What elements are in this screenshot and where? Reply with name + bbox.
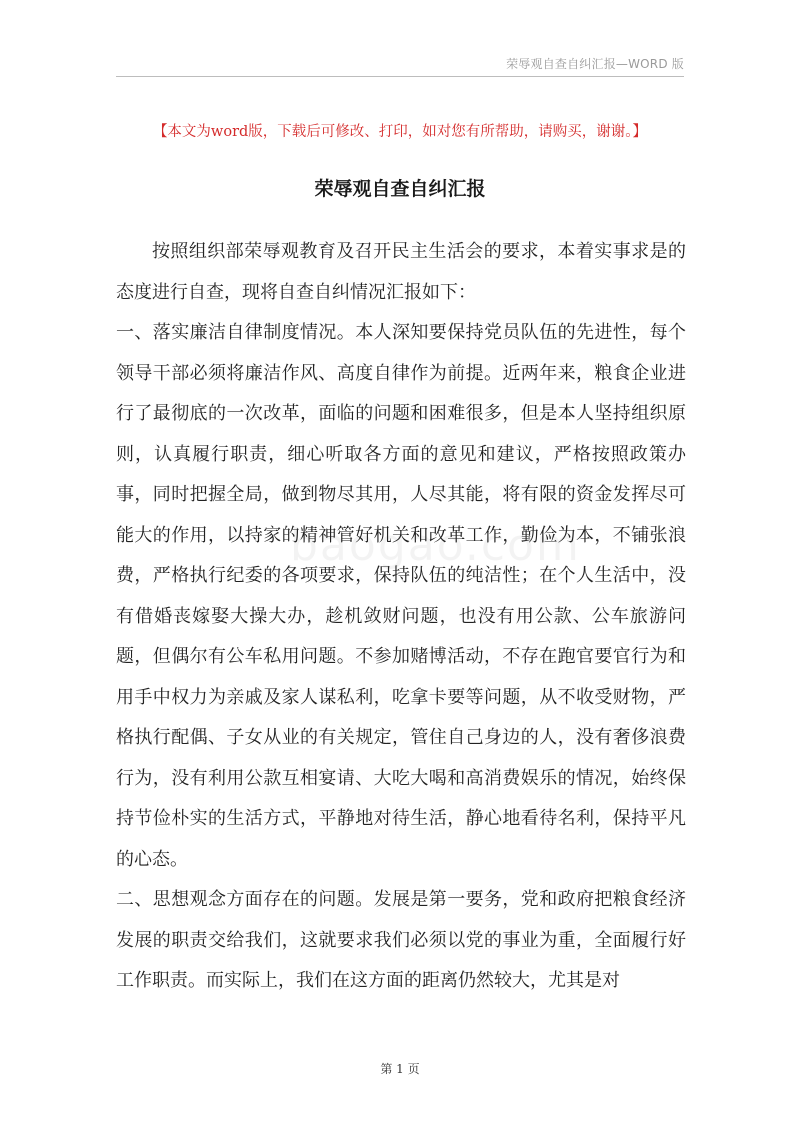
paragraph-intro: 按照组织部荣辱观教育及召开民主生活会的要求，本着实事求是的态度进行自查，现将自查自纠情况汇报如下：: [116, 241, 686, 303]
paragraph-section-1: 一、落实廉洁自律制度情况。本人深知要保持党员队伍的先进性，每个领导干部必须将廉洁作风、高度自律作为前提。近两年来，粮食企业进行了最彻底的一次改革，面临的问题和困难很多，但是本人坚持组织原则，认真履行职责，细心听取各方面的意见和建议，严格按照政策办事，同时把握全局，做到物尽其用，人尽其能，将有限的资金发挥尽可能大的作用，以持家的精神管好机关和改革工作，勤俭为本，不铺张浪费，严格执行纪委的各项要求，保持队伍的纯洁性；在个人生活中，没有借婚丧嫁娶大操大办，趁机敛财问题，也没有用公款、公车旅游问题，但偶尔有公车私用问题。不参加赌博活动，不存在跑官要官行为和用手中权力为亲戚及家人谋私利，吃拿卡要等问题，从不收受财物，严格执行配偶、子女从业的有关规定，管住自己身边的人，没有奢侈浪费行为，没有利用公款互相宴请、大吃大喝和高消费娱乐的情况，始终保持节俭朴实的生活方式，平静地对待生活，静心地看待名利，保持平凡的心态。: [116, 322, 686, 870]
header-divider: [116, 76, 684, 77]
running-header: 荣辱观自查自纠汇报—WORD 版: [506, 57, 684, 71]
document-body: [116, 232, 686, 1002]
paragraph-section-2: 二、思想观念方面存在的问题。发展是第一要务，党和政府把粮食经济发展的职责交给我们，这就要求我们必须以党的事业为重，全面履行好工作职责。而实际上，我们在这方面的距离仍然较大，尤其是对: [116, 889, 686, 991]
purchase-notice: 【本文为word版，下载后可修改、打印，如对您有所帮助，请购买，谢谢。】: [152, 124, 648, 140]
page-number: 第 1 页: [380, 1062, 420, 1076]
document-title: 荣辱观自查自纠汇报: [314, 178, 486, 200]
